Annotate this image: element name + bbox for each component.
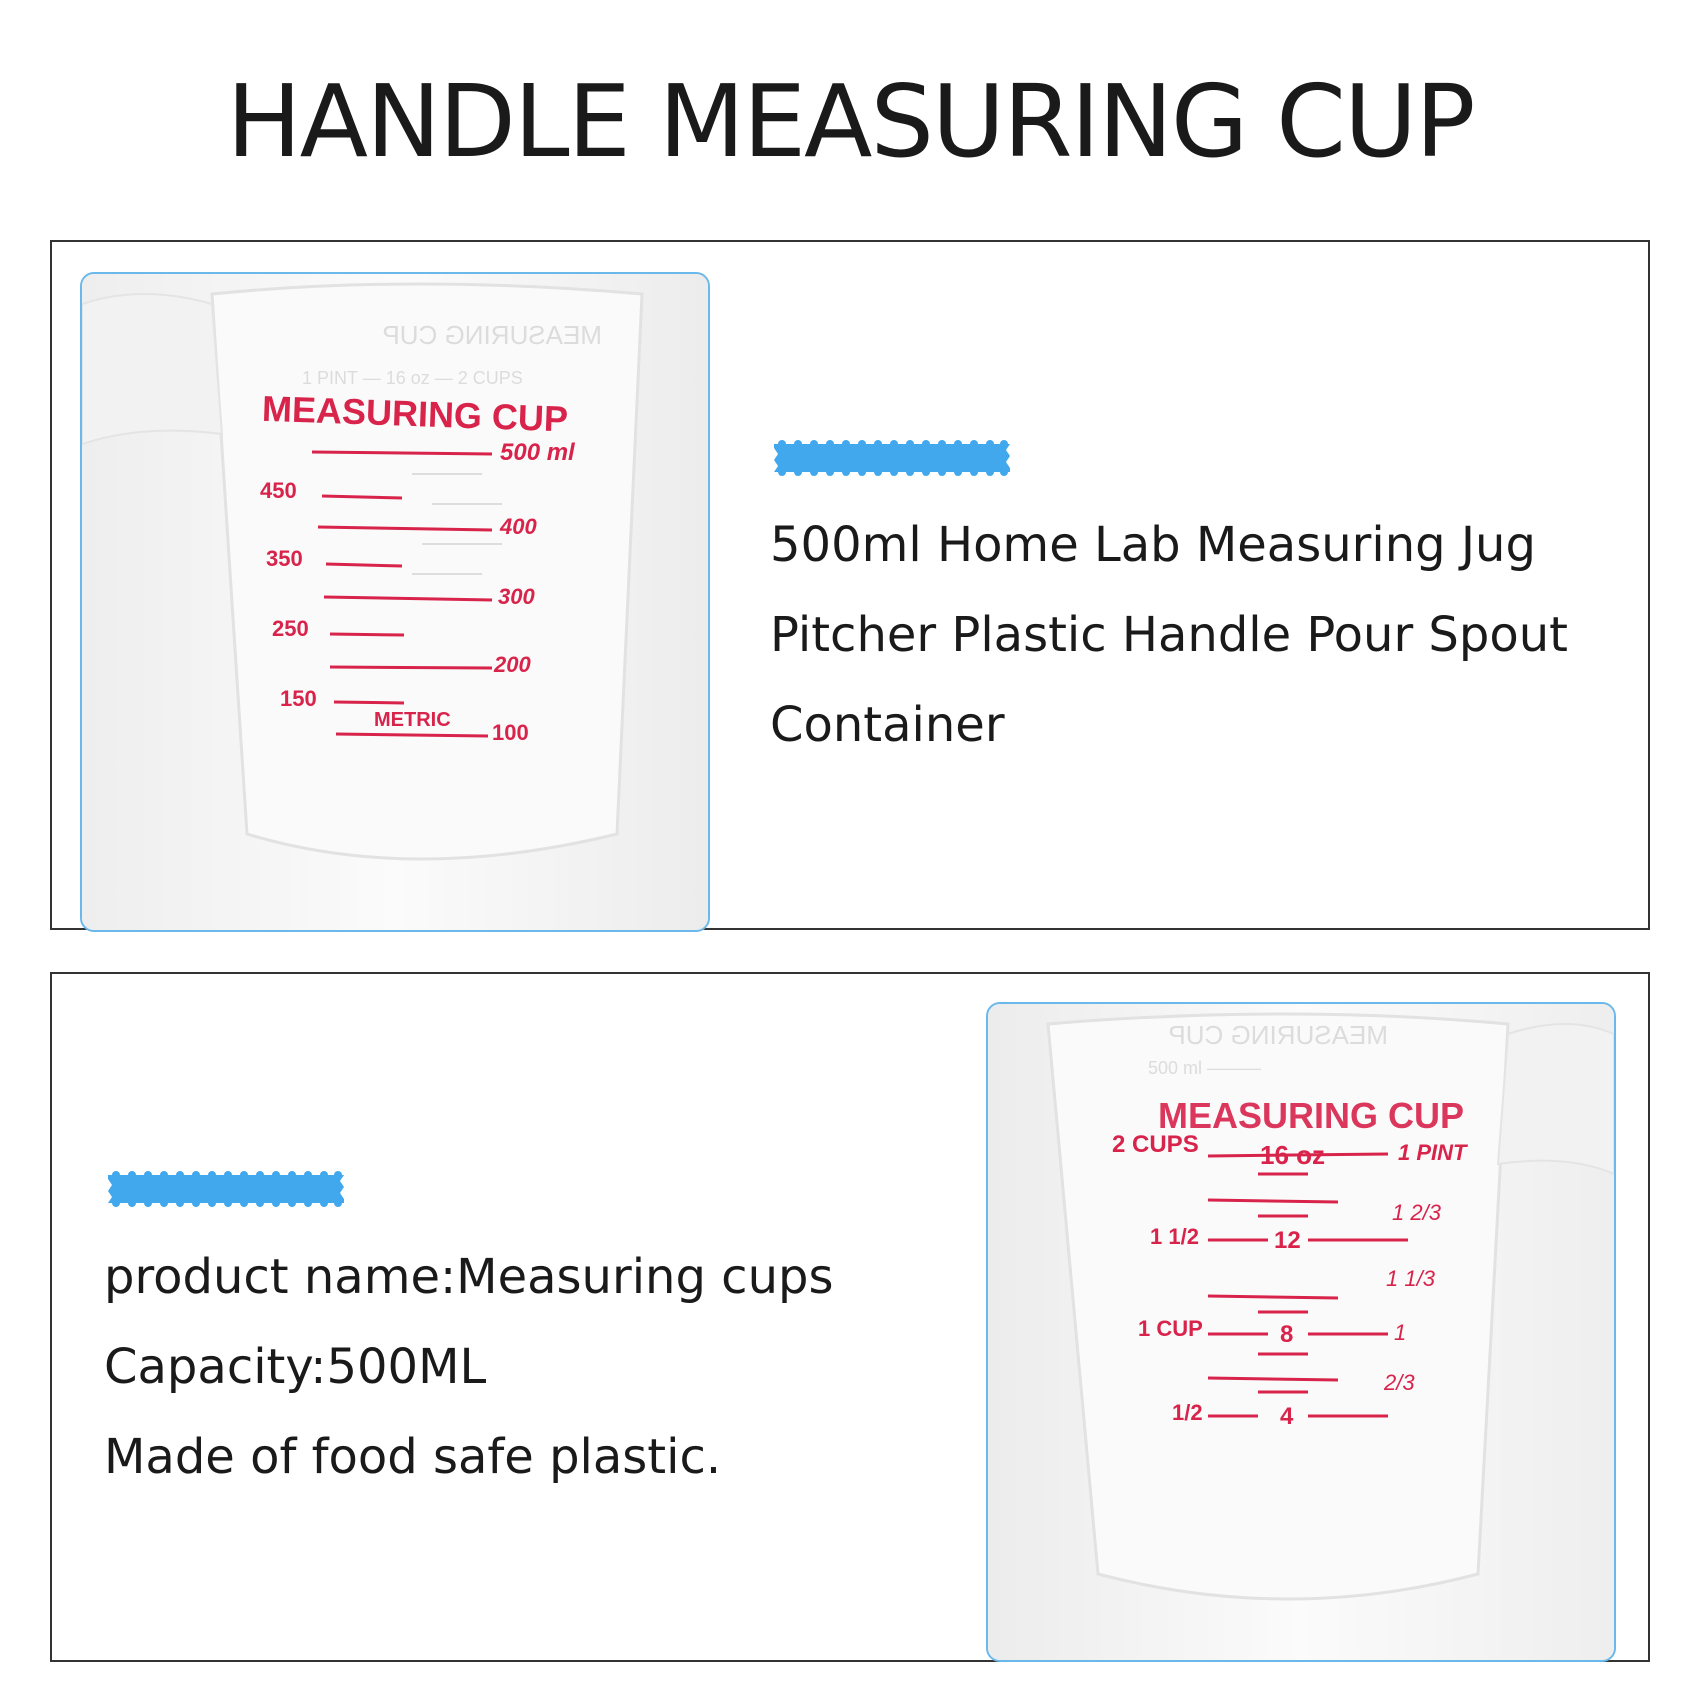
description-line-2: Pitcher Plastic Handle Pour Spout (770, 607, 1568, 663)
svg-text:MEASURING CUP: MEASURING CUP (382, 320, 602, 350)
zigzag-ribbon-icon (770, 438, 1014, 478)
mark-1-pint: 1 PINT (1398, 1140, 1467, 1165)
spec-product-name: product name:Measuring cups (104, 1249, 834, 1305)
mark-12: 12 (1274, 1227, 1301, 1254)
mark-2-cups: 2 CUPS (1112, 1131, 1199, 1158)
spec-material: Made of food safe plastic. (104, 1429, 722, 1485)
mark-250: 250 (272, 616, 309, 641)
svg-text:500 ml ———: 500 ml ——— (1148, 1058, 1262, 1078)
description-line-3: Container (770, 697, 1005, 753)
page-title: HANDLE MEASURING CUP (226, 63, 1474, 180)
mark-350: 350 (266, 546, 303, 571)
mark-1-2: 1/2 (1172, 1400, 1203, 1425)
zigzag-ribbon-icon (104, 1169, 348, 1209)
mark-500ml: 500 ml (500, 439, 575, 466)
spec-capacity: Capacity:500ML (104, 1339, 487, 1395)
mark-1-cup: 1 CUP (1138, 1316, 1203, 1341)
mark-2-3: 2/3 (1384, 1370, 1415, 1395)
mark-150: 150 (280, 686, 317, 711)
mark-1: 1 (1394, 1320, 1407, 1345)
measuring-cup-photo-imperial (986, 1002, 1616, 1662)
mark-450: 450 (260, 478, 297, 503)
mark-300: 300 (498, 584, 535, 609)
product-description (770, 500, 1630, 770)
cup-brand-label: MEASURING CUP (261, 387, 569, 440)
mark-4: 4 (1280, 1403, 1294, 1430)
product-panel-top (50, 240, 1650, 930)
mark-100: 100 (492, 720, 529, 745)
mark-8: 8 (1280, 1321, 1294, 1348)
mark-16-oz: 16 oz (1260, 1140, 1326, 1170)
mark-1-1-3: 1 1/3 (1386, 1266, 1435, 1291)
product-panel-bottom (50, 972, 1650, 1662)
cup-brand-label: MEASURING CUP (1158, 1095, 1465, 1136)
mark-200: 200 (494, 652, 531, 677)
mark-1-1-2: 1 1/2 (1150, 1224, 1199, 1249)
svg-text:1 PINT — 16 oz — 2 CUPS: 1 PINT — 16 oz — 2 CUPS (302, 368, 523, 388)
measuring-cup-photo-metric (80, 272, 710, 932)
description-line-1: 500ml Home Lab Measuring Jug (770, 517, 1536, 573)
mark-1-2-3: 1 2/3 (1392, 1200, 1441, 1225)
mark-400: 400 (500, 514, 537, 539)
metric-label: METRIC (374, 709, 451, 731)
svg-text:MEASURING CUP: MEASURING CUP (1168, 1020, 1388, 1050)
product-specs (104, 1232, 964, 1502)
